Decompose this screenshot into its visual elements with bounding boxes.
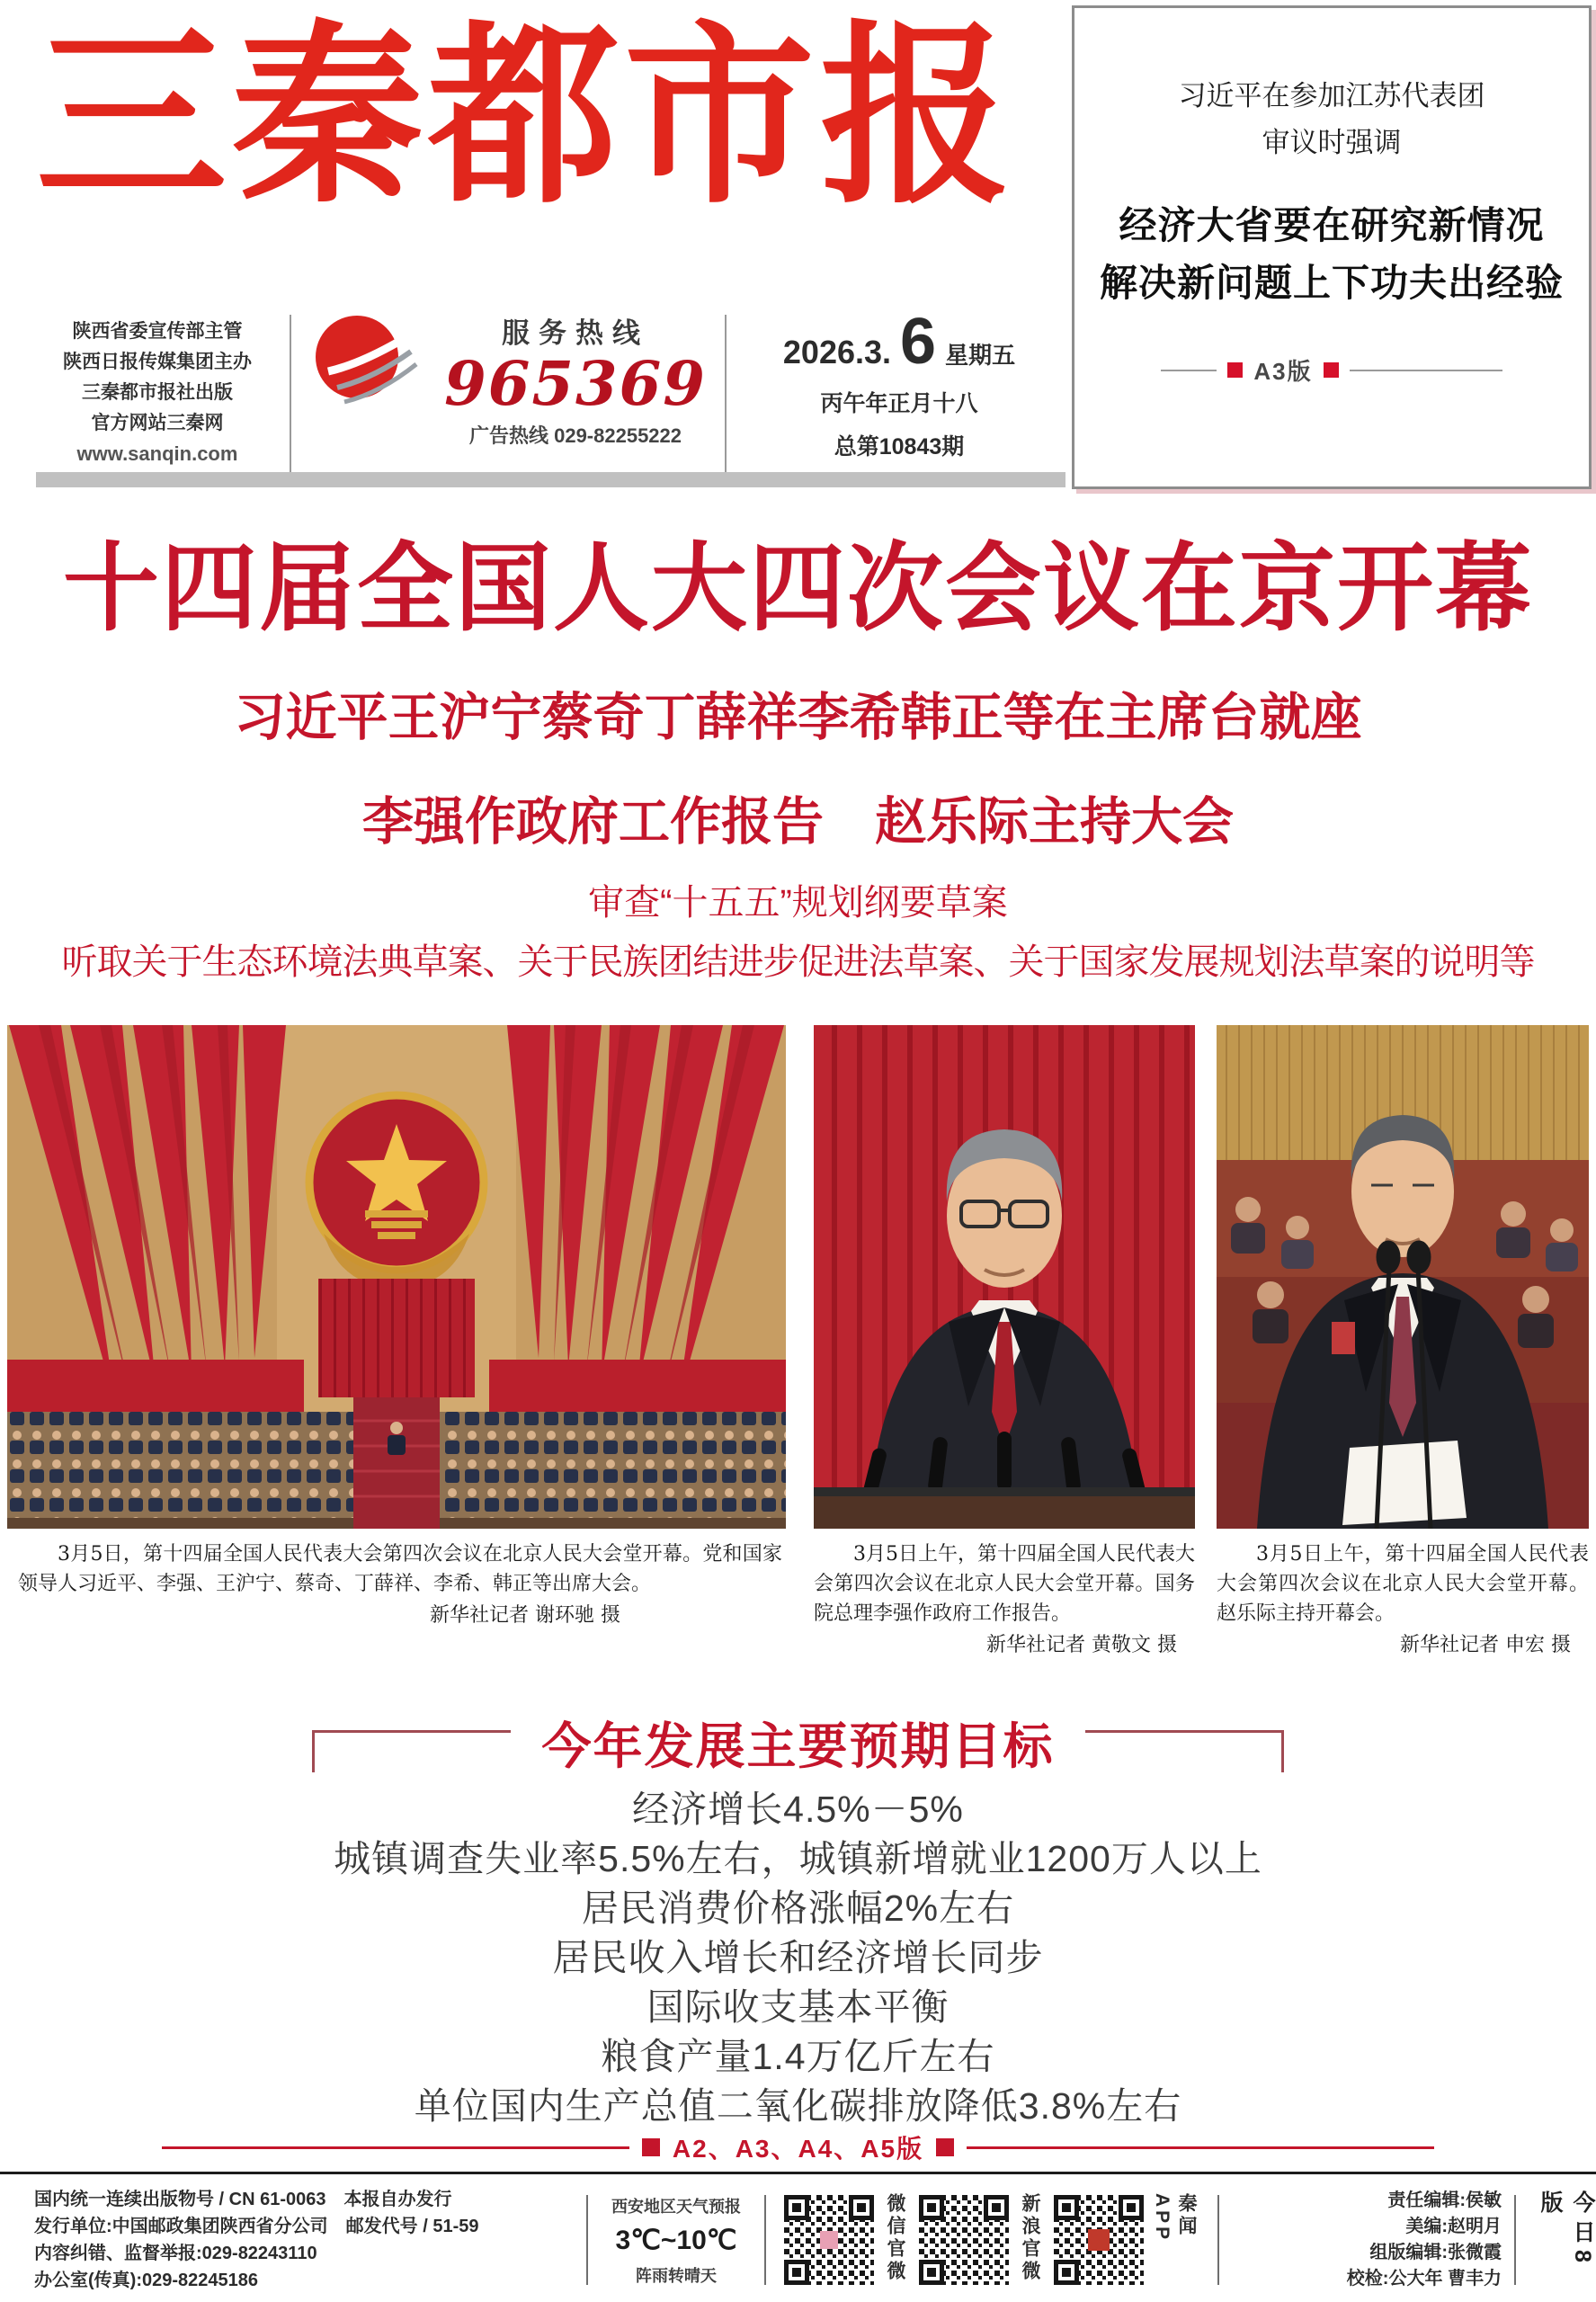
kicker-line: 审议时强调 <box>1262 127 1402 158</box>
red-square-icon <box>642 2138 660 2156</box>
goal-item: 居民收入增长和经济增长同步 <box>552 1937 1044 1978</box>
date-day: 6 <box>900 306 937 378</box>
divider <box>290 315 291 472</box>
qr-label: 新浪官微 <box>1020 2193 1040 2283</box>
caption-text: 3月5日上午，第十四届全国人民代表大会第四次会议在北京人民大会堂开幕。赵乐际主持开幕会。 <box>1217 1543 1589 1625</box>
photo-credit: 新华社记者 黄敬文 摄 <box>986 1634 1177 1656</box>
staff-line: 校检:公大年 曹丰力 <box>1346 2269 1502 2289</box>
bracket-rule <box>312 1730 511 1772</box>
photo-great-hall-assembly <box>7 1025 786 1529</box>
publication-info <box>34 2186 574 2294</box>
publisher-line: 官方网站三秦网 <box>91 413 224 433</box>
hotline-number: 965369 <box>444 348 707 419</box>
speaker-at-podium-illustration <box>814 1025 1195 1529</box>
qr-code-icon <box>919 2195 1009 2285</box>
qr-label: 秦闻APP <box>1152 2193 1197 2244</box>
goals-list <box>0 1785 1596 2131</box>
goals-title: 今年发展主要预期目标 <box>541 1718 1055 1774</box>
photo-presidium-chair <box>1217 1025 1589 1529</box>
masthead-separator-bar <box>36 472 1065 487</box>
rule <box>1161 370 1217 371</box>
publication-line: 国内统一连续出版物号 / CN 61-0063 本报自办发行 <box>34 2190 452 2209</box>
hotline-label: 服务热线 <box>502 317 649 349</box>
photo-caption <box>1217 1539 1589 1660</box>
issue-number: 总第10843期 <box>834 434 965 460</box>
weather-block <box>601 2194 752 2287</box>
pages-today: 今日8版 <box>1538 2190 1595 2270</box>
rule <box>162 2146 629 2149</box>
weather-condition: 阵雨转晴天 <box>636 2266 717 2285</box>
red-square-icon <box>1227 362 1243 378</box>
main-headline: 十四届全国人大四次会议在京开幕 <box>62 534 1533 642</box>
rule <box>1350 370 1502 371</box>
qr-label: 微信官微 <box>885 2193 905 2283</box>
box-headline-line: 经济大省要在研究新情况 <box>1119 204 1545 246</box>
goal-item: 经济增长4.5%－5% <box>632 1789 964 1830</box>
footer-rule <box>0 2172 1596 2174</box>
pages-ref-row <box>0 2129 1596 2165</box>
goals-title-row <box>0 1707 1596 1778</box>
photo-caption <box>814 1539 1195 1660</box>
red-square-icon <box>1324 362 1339 378</box>
brand-logo <box>310 310 423 427</box>
page-ref: A3版 <box>1253 358 1313 385</box>
goal-item: 粮食产量1.4万亿斤左右 <box>601 2036 995 2077</box>
staff-line: 组版编辑:张微霞 <box>1369 2243 1502 2262</box>
date-prefix: 2026.3. <box>782 334 892 370</box>
rule <box>967 2146 1434 2149</box>
website-url: www.sanqin.com <box>76 442 238 465</box>
ad-hotline: 广告热线 029-82255222 <box>468 424 682 447</box>
divider <box>725 315 727 472</box>
staff-credits <box>1232 2188 1502 2292</box>
divider <box>764 2195 766 2285</box>
box-headline-line: 解决新问题上下功夫出经验 <box>1099 262 1564 304</box>
publication-line: 发行单位:中国邮政集团陕西省分公司 邮发代号 / 51-59 <box>34 2217 479 2236</box>
publisher-line: 陕西省委宣传部主管 <box>72 321 243 342</box>
divider <box>586 2195 588 2285</box>
page-ref-row <box>1074 353 1589 387</box>
standing-speaker-illustration <box>1217 1025 1589 1529</box>
deck-headline: 李强作政府工作报告 赵乐际主持大会 <box>362 793 1234 851</box>
photo-credit: 新华社记者 申宏 摄 <box>1400 1634 1571 1656</box>
pages-ref: A2、A3、A4、A5版 <box>672 2135 924 2163</box>
hotline-block <box>432 310 719 449</box>
publication-line: 办公室(传真):029-82245186 <box>34 2271 258 2290</box>
qr-app <box>1054 2193 1199 2287</box>
staff-line: 责任编辑:侯敏 <box>1387 2190 1502 2210</box>
qr-code-icon <box>784 2195 874 2285</box>
goal-item: 国际收支基本平衡 <box>646 1986 950 2028</box>
red-square-icon <box>936 2138 954 2156</box>
publisher-line: 陕西日报传媒集团主办 <box>63 352 252 372</box>
bracket-rule <box>1085 1730 1284 1772</box>
sun-swoosh-logo-icon <box>310 310 423 423</box>
newspaper-title: 三秦都市报 <box>36 1 1016 230</box>
goal-item: 单位国内生产总值二氧化碳排放降低3.8%左右 <box>414 2085 1182 2127</box>
divider <box>1514 2195 1516 2285</box>
photo-premier-report <box>814 1025 1195 1529</box>
goal-item: 居民消费价格涨幅2%左右 <box>581 1887 1015 1929</box>
goal-item: 城镇调查失业率5.5%左右，城镇新增就业1200万人以上 <box>334 1838 1262 1879</box>
weather-temp: 3℃~10℃ <box>615 2225 737 2255</box>
publication-line: 内容纠错、监督举报:029-82243110 <box>34 2244 317 2263</box>
caption-text: 3月5日，第十四届全国人民代表大会第四次会议在北京人民大会堂开幕。党和国家领导人习近平、李强、王沪宁、蔡奇、丁薛祥、李希、韩正等出席大会。 <box>18 1543 782 1595</box>
qr-weibo <box>919 2193 1043 2287</box>
photo-caption <box>18 1539 782 1630</box>
kicker-line: 习近平在参加江苏代表团 <box>1178 80 1485 112</box>
date-block <box>746 306 1052 461</box>
photo-credit: 新华社记者 谢环驰 摄 <box>430 1604 620 1627</box>
qr-code-icon <box>1054 2195 1144 2285</box>
sub-headline: 听取关于生态环境法典草案、关于民族团结进步促进法草案、关于国家发展规划法草案的说明等 <box>61 942 1535 982</box>
caption-text: 3月5日上午，第十四届全国人民代表大会第四次会议在北京人民大会堂开幕。国务院总理李强作政府工作报告。 <box>814 1543 1195 1625</box>
divider <box>1217 2195 1219 2285</box>
weather-region: 西安地区天气预报 <box>611 2197 741 2216</box>
publisher-info <box>36 317 279 469</box>
footer <box>34 2187 1595 2293</box>
lunar-date: 丙午年正月十八 <box>820 391 978 416</box>
sub-headline: 审查“十五五”规划纲要草案 <box>588 883 1008 923</box>
deck-headline: 习近平王沪宁蔡奇丁薛祥李希韩正等在主席台就座 <box>234 689 1362 746</box>
weekday: 星期五 <box>945 342 1016 369</box>
top-story-box <box>1072 5 1592 489</box>
staff-line: 美编:赵明月 <box>1405 2217 1502 2236</box>
qr-wechat <box>784 2193 908 2287</box>
publisher-line: 三秦都市报社出版 <box>82 382 233 403</box>
assembly-hall-illustration <box>7 1025 786 1529</box>
